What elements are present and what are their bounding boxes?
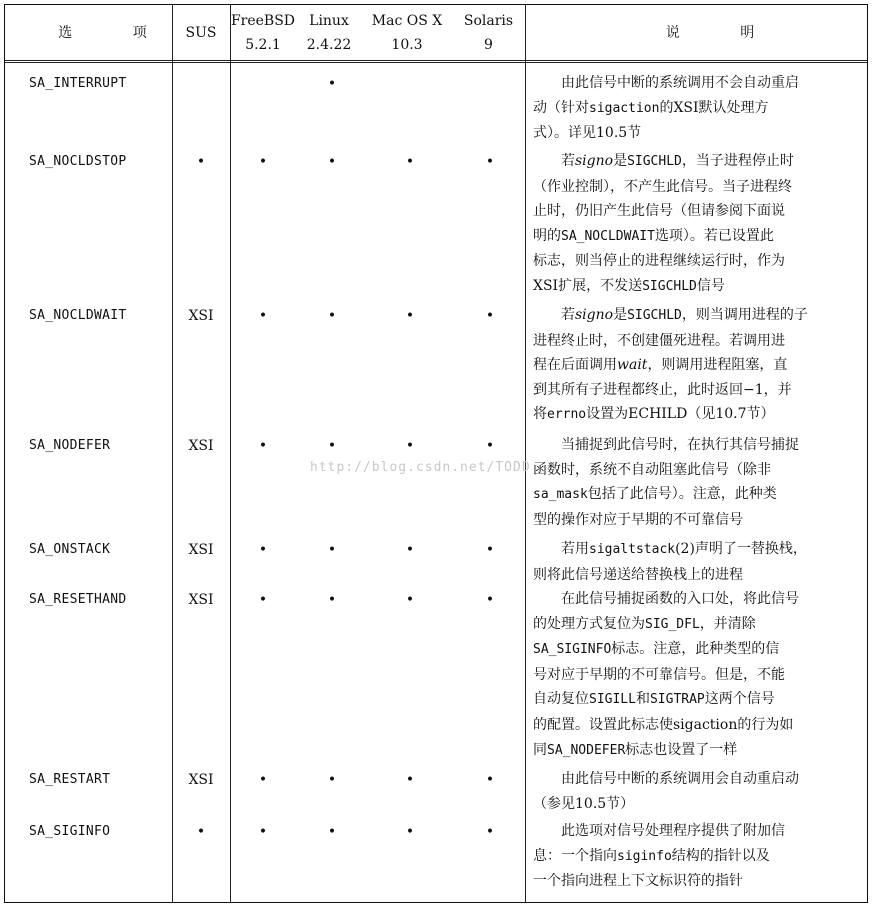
description-text: 式）。详见10.5节 — [533, 125, 642, 142]
description-line — [533, 587, 855, 612]
description-line — [533, 249, 855, 274]
watermark: http://blog.csdn.net/TODD — [310, 460, 531, 475]
description-text: 则将此信号递送给替换栈上的进程 — [533, 566, 743, 583]
option-name: SA_SIGINFO — [29, 824, 111, 839]
description-text: 此选项对信号处理程序提供了附加信 — [561, 823, 785, 839]
description-text: sigaction — [589, 100, 660, 116]
header-solaris-name: Solaris — [463, 12, 514, 29]
macos-support-mark: • — [405, 592, 415, 608]
option-name: SA_NODEFER — [29, 438, 111, 453]
header-freebsd — [230, 5, 296, 60]
description-text: 息：一个指向 — [533, 847, 617, 864]
description-text: （作业控制），不产生此信号。当子进程终 — [533, 178, 792, 195]
header-solaris-version: 9 — [484, 36, 493, 53]
macos-support-mark: • — [405, 772, 415, 788]
column-divider — [525, 5, 526, 902]
description-line — [533, 274, 855, 300]
description-text: SA_NOCLDWAIT — [561, 228, 655, 244]
freebsd-support-mark: • — [258, 438, 268, 454]
sus-support-mark: XSI — [188, 438, 214, 454]
option-description — [533, 433, 855, 532]
description-text: 进程终止时，不创建僵死进程。若调用进 — [533, 332, 785, 349]
column-divider — [172, 5, 173, 902]
description-line — [533, 329, 855, 354]
option-name: SA_RESETHAND — [29, 592, 127, 607]
description-text: 结构的指针以及 — [671, 847, 770, 864]
description-line — [533, 175, 855, 200]
description-line — [533, 482, 855, 508]
description-text: 选项）。若已设置此 — [654, 227, 774, 244]
description-text: 函数时，系统不自动阻塞此信号（除非 — [533, 461, 771, 478]
header-macos-name: Mac OS X — [371, 12, 443, 29]
description-text: 的XSI默认处理方 — [659, 99, 769, 116]
description-text: 当捕捉到此信号时，在执行其信号捕捉 — [561, 437, 799, 453]
freebsd-support-mark: • — [258, 772, 268, 788]
description-text: ，当子进程停止时 — [681, 153, 794, 169]
description-text: 是 — [613, 153, 628, 169]
solaris-support-mark: • — [485, 772, 495, 788]
description-text: sigaltstack — [589, 542, 676, 557]
header-freebsd-name: FreeBSD — [230, 12, 296, 29]
description-text: SIGCHLD — [627, 308, 682, 323]
description-text: 同 — [533, 741, 547, 758]
description-line — [533, 869, 855, 894]
option-description — [533, 71, 855, 146]
header-double-rule — [5, 60, 867, 63]
header-linux — [296, 5, 362, 60]
description-text: signo — [575, 153, 614, 169]
description-line — [533, 687, 855, 713]
header-macos-version: 10.3 — [391, 36, 423, 53]
description-text: SIGCHLD — [627, 154, 682, 169]
solaris-support-mark: • — [485, 438, 495, 454]
option-name: SA_ONSTACK — [29, 542, 111, 557]
description-line — [533, 767, 855, 792]
description-text: SA_SIGINFO — [533, 642, 612, 658]
description-line — [533, 433, 855, 458]
sus-support-mark: XSI — [188, 592, 214, 608]
sus-support-mark: XSI — [188, 772, 214, 788]
description-line — [533, 738, 855, 764]
description-text: 标志。注意，此种类型的信 — [611, 641, 780, 658]
description-line — [533, 149, 855, 175]
description-text: ，则当调用进程的子 — [681, 307, 808, 323]
description-line — [533, 537, 855, 563]
header-description: 说 明 — [665, 24, 783, 41]
description-text: SIGILL — [589, 692, 636, 708]
header-linux-name: Linux — [309, 12, 349, 29]
description-text: 一个指向进程上下文标识符的指针 — [533, 873, 743, 890]
header-macos — [362, 5, 452, 60]
description-line — [533, 612, 855, 638]
macos-support-mark: • — [405, 308, 415, 324]
description-text: 包括了此信号）。注意，此种类 — [587, 486, 777, 503]
description-line — [533, 353, 855, 378]
description-line — [533, 303, 855, 329]
solaris-support-mark: • — [485, 154, 495, 170]
description-line — [533, 713, 855, 738]
description-line — [533, 121, 855, 146]
description-text: 和 — [635, 691, 650, 708]
description-text: 由此信号中断的系统调用不会自动重启 — [561, 75, 799, 91]
description-text: 若 — [561, 153, 575, 169]
freebsd-support-mark: • — [258, 824, 268, 840]
description-text: SIGTRAP — [649, 692, 705, 708]
description-line — [533, 224, 855, 250]
linux-support-mark: • — [327, 824, 337, 840]
description-line — [533, 792, 855, 817]
option-name: SA_NOCLDWAIT — [29, 308, 127, 323]
description-line — [533, 458, 855, 483]
sus-support-mark: • — [196, 154, 206, 170]
linux-support-mark: • — [327, 542, 337, 558]
description-text: ，并清除 — [699, 615, 756, 632]
linux-support-mark: • — [327, 154, 337, 170]
linux-support-mark: • — [327, 438, 337, 454]
description-line — [533, 819, 855, 844]
description-text: ，则调用进程阻塞，直 — [647, 357, 788, 374]
linux-support-mark: • — [327, 308, 337, 324]
description-line — [533, 402, 855, 428]
description-text: 若用 — [561, 541, 589, 557]
signal-options-table — [4, 4, 868, 903]
option-description — [533, 537, 855, 587]
description-text: 设置为ECHILD（见10.7节） — [586, 406, 775, 423]
description-text: SIG_DFL — [645, 616, 700, 632]
description-text: 的配置。设置此标志使sigaction的行为如 — [533, 716, 794, 733]
header-sus: SUS — [185, 24, 217, 41]
solaris-support-mark: • — [485, 542, 495, 558]
description-text: (2)声明了一替换栈， — [675, 541, 807, 557]
freebsd-support-mark: • — [258, 308, 268, 324]
header-linux-version: 2.4.22 — [306, 36, 352, 53]
header-solaris — [452, 5, 525, 60]
option-description — [533, 767, 855, 816]
description-text: 号对应于早期的不可靠信号。但是，不能 — [533, 666, 785, 683]
description-text: 止时，仍旧产生此信号（但请参阅下面说 — [533, 203, 785, 220]
option-description — [533, 149, 855, 300]
description-text: SIGCHLD — [642, 278, 697, 294]
freebsd-support-mark: • — [258, 542, 268, 558]
description-text: 标志，则当停止的进程继续运行时，作为 — [533, 253, 785, 270]
description-text: 明的 — [533, 227, 561, 244]
linux-support-mark: • — [327, 772, 337, 788]
description-text: 到其所有子进程都终止，此时返回−1，并 — [533, 381, 792, 398]
macos-support-mark: • — [405, 824, 415, 840]
solaris-support-mark: • — [485, 824, 495, 840]
description-text: 由此信号中断的系统调用会自动重启动 — [561, 771, 799, 787]
description-text: signo — [575, 307, 614, 323]
description-text: 标志也设置了一样 — [625, 741, 738, 758]
description-text: siginfo — [617, 848, 672, 864]
option-name: SA_NOCLDSTOP — [29, 154, 127, 169]
option-description — [533, 819, 855, 894]
description-text: 程在后面调用 — [533, 357, 617, 374]
description-text: wait — [617, 357, 648, 374]
freebsd-support-mark: • — [258, 154, 268, 170]
description-line — [533, 96, 855, 122]
description-text: sa_mask — [533, 487, 588, 503]
description-text: 的处理方式复位为 — [533, 615, 645, 632]
option-description — [533, 303, 855, 428]
macos-support-mark: • — [405, 542, 415, 558]
description-text: XSI扩展，不发送 — [533, 277, 643, 294]
description-text: （参见10.5节） — [533, 795, 635, 812]
header-freebsd-version: 5.2.1 — [245, 36, 281, 53]
description-line — [533, 508, 855, 533]
option-description — [533, 587, 855, 763]
description-text: 动（针对 — [533, 99, 589, 116]
sus-support-mark: • — [196, 824, 206, 840]
solaris-support-mark: • — [485, 592, 495, 608]
description-text: 在此信号捕捉函数的入口处，将此信号 — [561, 591, 799, 607]
description-line — [533, 199, 855, 224]
description-text: 是 — [613, 307, 628, 323]
option-name: SA_RESTART — [29, 772, 111, 787]
description-text: errno — [547, 407, 587, 423]
option-name: SA_INTERRUPT — [29, 76, 127, 91]
freebsd-support-mark: • — [258, 592, 268, 608]
solaris-support-mark: • — [485, 308, 495, 324]
description-text: 这两个信号 — [704, 691, 775, 708]
linux-support-mark: • — [327, 592, 337, 608]
description-line — [533, 844, 855, 870]
description-line — [533, 71, 855, 96]
description-text: 自动复位 — [533, 691, 589, 708]
description-text: 型的操作对应于早期的不可靠信号 — [533, 511, 743, 528]
column-divider — [230, 5, 231, 902]
macos-support-mark: • — [405, 438, 415, 454]
description-text: 信号 — [696, 277, 725, 294]
linux-support-mark: • — [327, 76, 337, 92]
description-text: 若 — [561, 307, 575, 323]
description-text: SA_NODEFER — [547, 742, 626, 758]
sus-support-mark: XSI — [188, 542, 214, 558]
description-text: 将 — [533, 406, 547, 423]
description-line — [533, 663, 855, 688]
header-option: 选 项 — [58, 24, 175, 41]
description-line — [533, 378, 855, 403]
macos-support-mark: • — [405, 154, 415, 170]
sus-support-mark: XSI — [188, 308, 214, 324]
description-line — [533, 637, 855, 663]
description-line — [533, 563, 855, 588]
